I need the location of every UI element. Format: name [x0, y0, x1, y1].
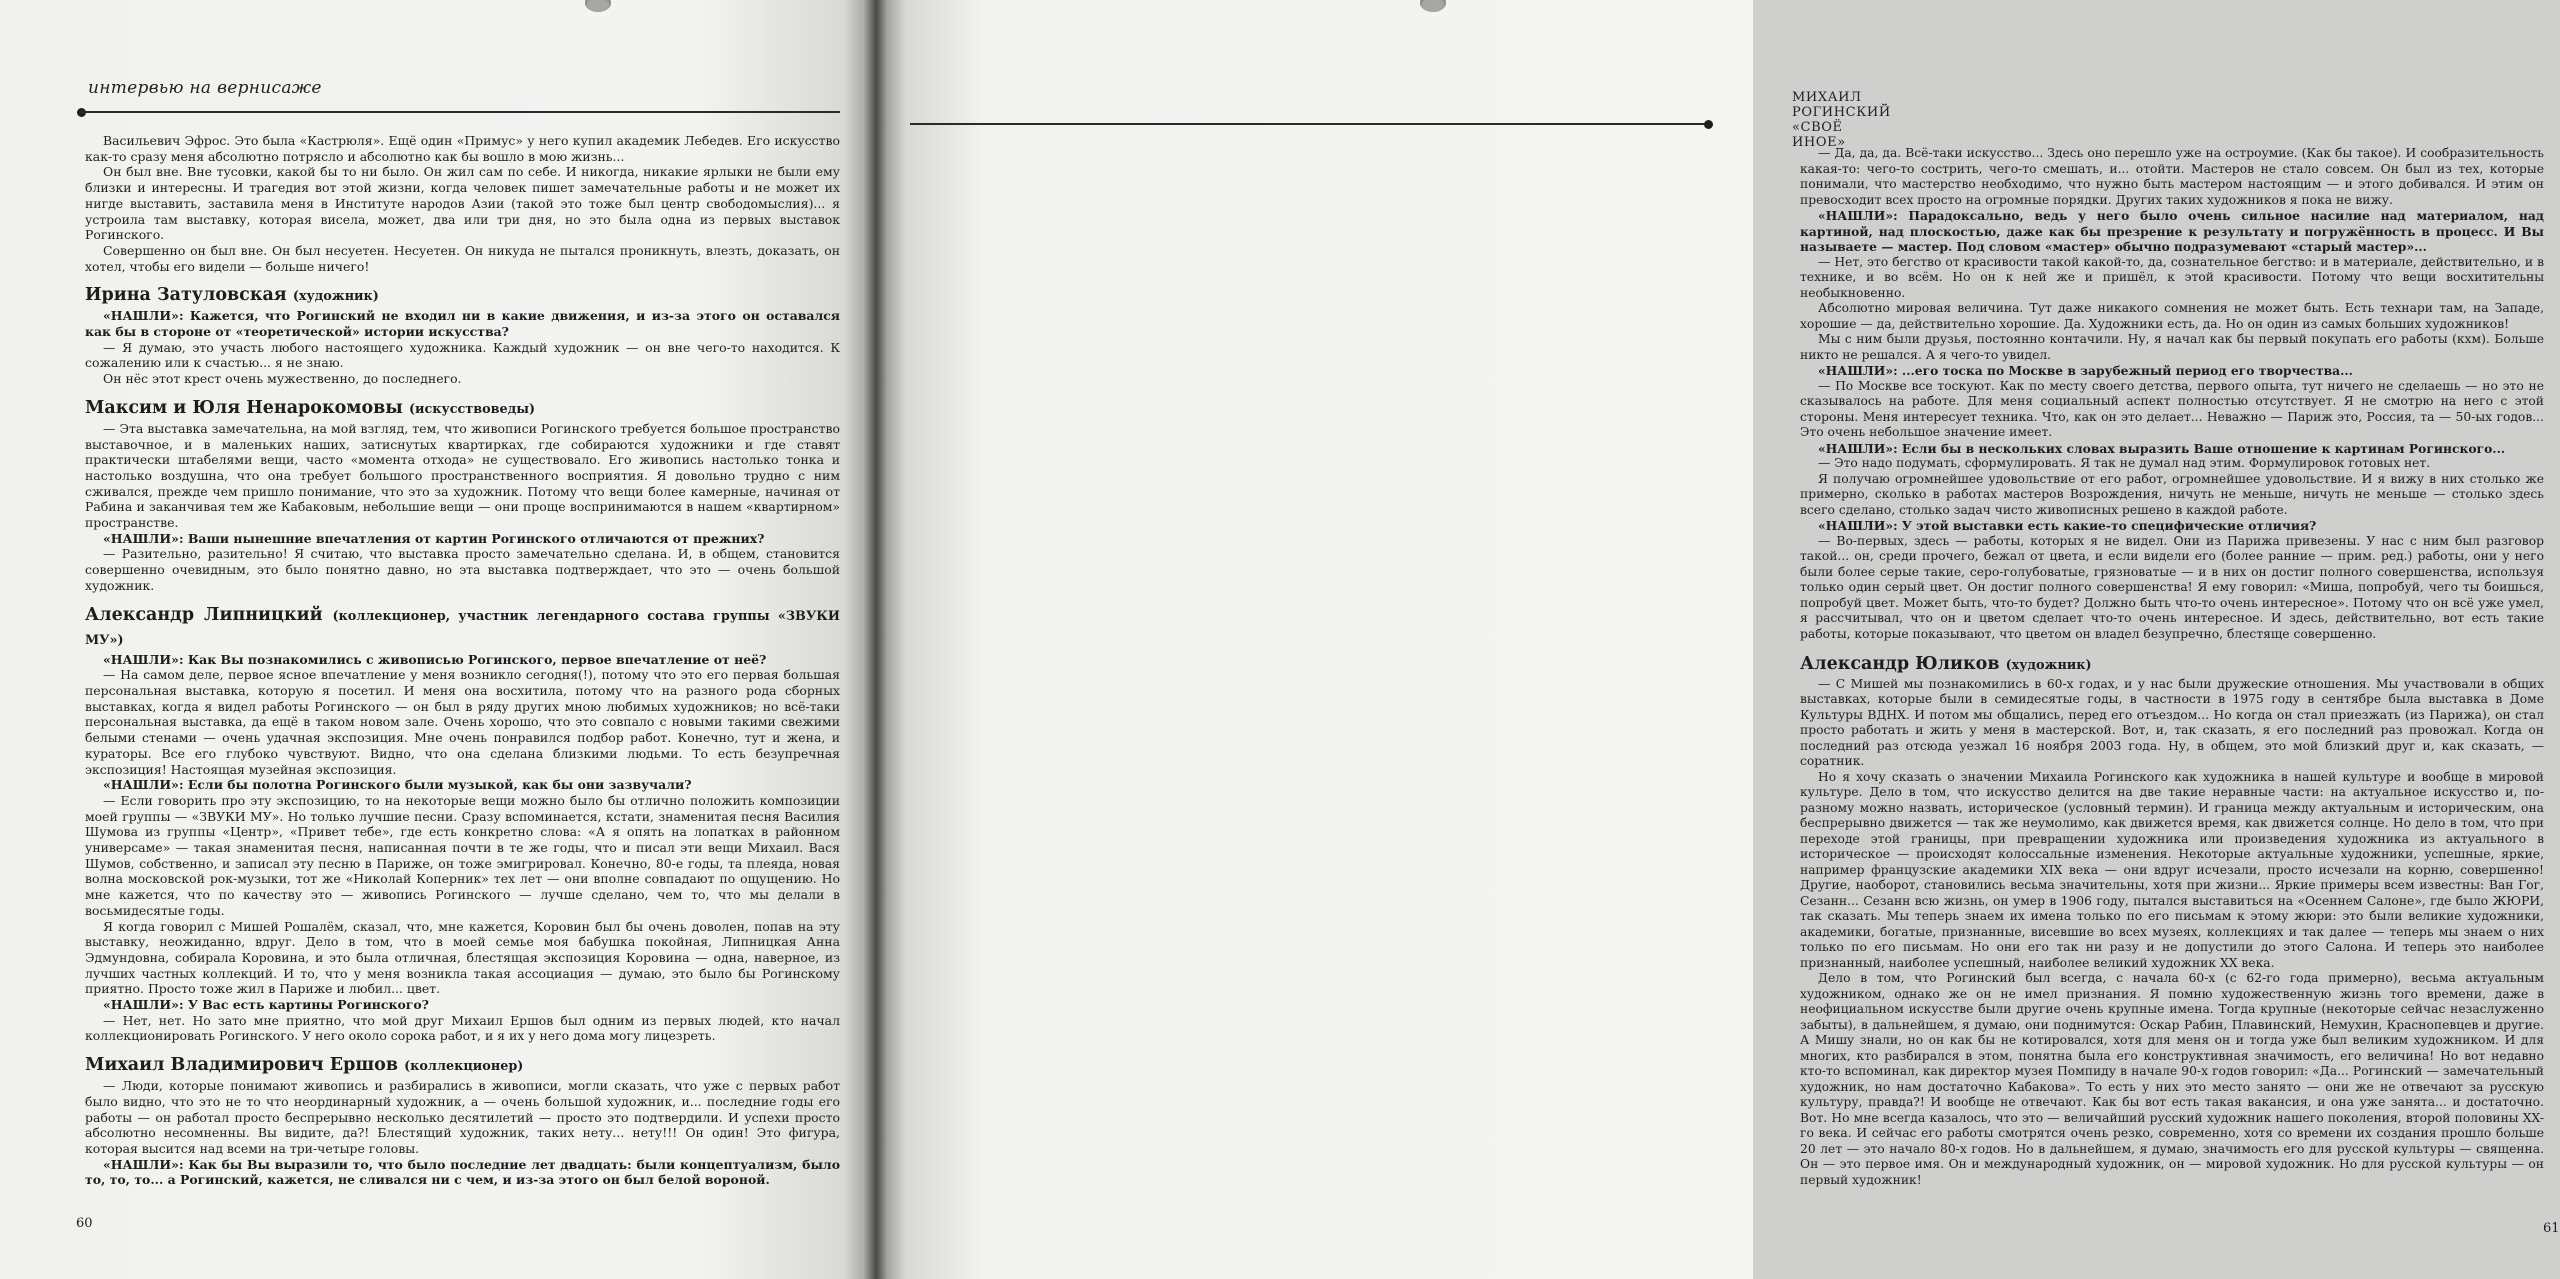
section-spacer [85, 387, 840, 397]
answer-paragraph: Но я хочу сказать о значении Михаила Рогинского как художника в нашей культуре и вообще в мировой культуре. Дело в том, что искусство делится на две такие неравные части: на актуальное искусство и, по-разному можно назвать, историческое (условный термин). И граница между актуальным и историческим, она беспрерывно движется — так же неумолимо, как движется время, как движется солнце. Но дело в том, что при переходе этой границы, при превращении художника или произведения художника из актуального в историческое — происходят колоссальные изменения. Некоторые актуальные художники, успешные, яркие, например французские академики XIX века — они вдруг исчезали, просто исчезали на корню, совершенно! Другие, наоборот, становились весьма значительны, хотя при жизни... Яркие примеры всем известны: Ван Гог, Сезанн... Сезанн всю жизнь, он умер в 1906 году, пытался выставиться на «Осеннем Салоне», где было ЖЮРИ, так сказать. Мы теперь знаем их имена только по его письмам к этому жюри: это были великие художники, академики, богатые, признанные, висевшие во всех музеях, коллекциях и так далее — теперь мы знаем о них только по его письмам. Но они его так ни разу и не допустили до этого Салона. И теперь это наиболее признанный, наиболее успешный, наиболее великий художник XX века. [1800, 769, 2544, 970]
section-spacer [85, 274, 840, 284]
header-rule [80, 111, 840, 113]
answer-paragraph: — На самом деле, первое ясное впечатление у меня возникло сегодня(!), потому что это его первая большая персональная выставка, которую я посетил. И меня она восхитила, потому что на разного рода сборных выставках, когда я видел работы Рогинского — он был в ряду других мною любимых художников; но всё-таки персональная выставка, да ещё в таком новом зале. Очень хорошо, что это совпало с новыми такими свежими белыми стенами — очень удачная экспозиция. Мне очень понравился подбор работ. Конечно, тут и жена, и кураторы. Все его глубоко чувствуют. Видно, что она сделана близкими людьми. То есть безупречная экспозиция! Настоящая музейная экспозиция. [85, 667, 840, 777]
answer-paragraph: Мы с ним были друзья, постоянно контачили. Ну, я начал как бы первый покупать его работы (кхм). Больше никто не решался. А я чего-то увидел. [1800, 332, 2544, 362]
interviewer-question: «НАШЛИ»: Кажется, что Рогинский не входил ни в какие движения, и из-за этого он оставался как бы в стороне от «теоретической» истории искусства? [85, 308, 840, 340]
answer-paragraph: Абсолютно мировая величина. Тут даже никакого сомнения не может быть. Есть технари там, на Западе, хорошие — да, действительно хорошие. Да. Художники есть, да. Но он один из самых больших художников! [1800, 301, 2544, 331]
book-gutter [862, 0, 888, 1279]
left-text-column [85, 133, 840, 1188]
speaker-heading [1800, 653, 2544, 677]
speaker-heading [85, 604, 840, 652]
answer-paragraph: — Это надо подумать, сформулировать. Я так не думал над этим. Формулировок готовых нет. [1818, 456, 2431, 471]
page-number-right: 61 [2543, 1221, 2560, 1236]
right-text-column [1800, 146, 2544, 1189]
answer-paragraph: — Эта выставка замечательна, на мой взгляд, тем, что живописи Рогинского требуется большое пространство выставочное, и в маленьких наших, затиснутых квартирках, где собираются художники и где ставят практически штабелями вещи, часто «момента отхода» не существовало. Его живопись настолько тонка и настолько воздушна, что она требует большого пространственного восприятия. Я довольно трудно с ним сживался, прежде чем пришло понимание, что это за художник. Потому что вещи более камерные, начиная от Рабина и заканчивая тем же Кабаковым, небольшие вещи — они проще воспринимаются в нашем «квартирном» пространстве. [85, 420, 840, 531]
section-spacer [85, 1044, 840, 1054]
speaker-name: Максим и Юля Ненарокомовы [85, 397, 403, 418]
speaker-name: Александр Липницкий [85, 604, 323, 625]
answer-paragraph: — Нет, это бегство от красивости такой какой-то, да, сознательное бегство: и в материале, действительно, и в технике, и во всём. Но он к ней же и пришёл, к этой красивости. Потому что вещи восхитительны необыкновенно. [1800, 254, 2544, 300]
interviewer-question: «НАШЛИ»: У Вас есть картины Рогинского? [103, 997, 429, 1013]
interviewer-question: «НАШЛИ»: Если бы полотна Рогинского были музыкой, как бы они зазвучали? [103, 777, 692, 793]
header-rule [910, 123, 1707, 125]
running-head-left: интервью на вернисаже [88, 78, 322, 98]
speaker-role: (коллекционер) [404, 1059, 524, 1075]
answer-paragraph: Совершенно он был вне. Он был несуетен. Несуетен. Он никуда не пытался проникнуть, влезть, доказать, он хотел, чтобы его видели — больше ничего! [85, 242, 840, 274]
speaker-role: (искусствоведы) [408, 401, 536, 417]
interviewer-question: «НАШЛИ»: Ваши нынешние впечатления от картин Рогинского отличаются от прежних? [103, 530, 765, 546]
section-spacer [1800, 643, 2544, 653]
answer-paragraph: Он нёс этот крест очень мужественно, до последнего. [103, 371, 462, 387]
interviewer-question: «НАШЛИ»: Как Вы познакомились с живописью Рогинского, первое впечатление от неё? [103, 651, 767, 667]
running-head-right: МИХАИЛ РОГИНСКИЙ «СВОЁ ИНОЕ» [1792, 90, 1891, 150]
interviewer-question: «НАШЛИ»: Если бы в нескольких словах выразить Ваше отношение к картинам Рогинского... [1818, 440, 2506, 456]
answer-paragraph: Дело в том, что Рогинский был всегда, с начала 60-х (с 62-го года примерно), весьма актуальным художником, однако же он не имел признания. Я помню художественную жизнь того времени, даже в неофициальном искусстве были другие очень крупные имена. Тогда крупные (некоторые сейчас незаслуженно забыты), в дальнейшем, я думаю, они поднимутся: Оскар Рабин, Плавинский, Немухин, Краснопевцев и другие. А Мишу знали, но он как бы не котировался, хотя для меня он и тогда уже был великим художником. И для многих, кто разбирался в этом, понятна была его конструктивная значимость, его величина! Но вот недавно кто-то вспоминал, как директор музея Помпиду в начале 90-х годов говорил: «Да... Рогинский — замечательный художник, но нам достаточно Кабакова». То есть у них это место занято — они же не отвечают за русскую культуру, правда?! И вообще не отвечают. Как бы вот есть такая вакансия, и она уже занята... и достаточно. Вот. Но мне всегда казалось, что это — величайший русский художник нашего поколения, второй половины XX-го века. И сейчас его работы смотрятся очень резко, современно, хотя со времени их создания прошло больше 20 лет — это начало 80-х годов. Но в дальнейшем, я думаю, значимость его для русской культуры — священна. Он — это первое имя. Он и международный художник, он — мировой художник. Но для русской культуры — он первый художник! [1800, 971, 2544, 1187]
answer-paragraph: — Люди, которые понимают живопись и разбирались в живописи, могли сказать, что уже с первых работ было видно, что это не то что неординарный художник, а — очень большой художник, и... последние годы его работы — он работал просто беспрерывно несколько десятилетий — просто это подтвердили. И успехи просто абсолютно несомненны. Вы видите, да?! Блестящий художник, таких нету... нету!!! Он один! Это фигура, которая высится над всеми на три-четыре головы. [85, 1078, 840, 1156]
interviewer-question: «НАШЛИ»: Парадоксально, ведь у него было очень сильное насилие над материалом, над картиной, над плоскостью, даже как бы презрение к результату и погружённость в процесс. И Вы называете — мастер. Под словом «мастер» обычно подразумевают «старый мастер»... [1800, 208, 2544, 255]
answer-paragraph: — Во-первых, здесь — работы, которых я не видел. Они из Парижа привезены. У нас с ним был разговор такой... он, среди прочего, бежал от цвета, и если видели его (более ранние — прим. ред.) работы, они у него были более серые такие, серо-голубоватые, грязноватые — и в них он достиг полного совершенства, используя только один серый цвет. Он достиг полного совершенства! Я ему говорил: «Миша, попробуй, чего ты боишься, попробуй цвет. Может быть, что-то будет? Должно быть что-то очень интересное». Потому что он всё уже умел, я рассчитывал, что он и цветом сделает что-то очень интересное. И здесь, действительно, вот есть такие работы, которые показывают, что цветом он владел безупречно, блестяще совершенно. [1800, 533, 2544, 641]
interviewer-question: «НАШЛИ»: Как бы Вы выразили то, что было последние лет двадцать: были концептуализм, было то, то, то... а Рогинский, кажется, не сливался ни с чем, и из-за этого он был белой вороной. [85, 1156, 840, 1188]
answer-paragraph: — Разительно, разительно! Я считаю, что выставка просто замечательно сделана. И, в общем, становится совершенно очевидным, это было понятно давно, но эта выставка подтверждает, что это — очень большой художник. [85, 546, 840, 593]
answer-paragraph: Васильевич Эфрос. Это была «Кастрюля». Ещё один «Примус» у него купил академик Лебедев. Его искусство как-то сразу меня абсолютно потрясло и абсолютно как бы вошло в мою жизнь... [85, 133, 840, 164]
speaker-role: (коллекционер, участник легендарного состава группы «ЗВУКИ МУ») [85, 608, 840, 648]
answer-paragraph: — По Москве все тоскуют. Как по месту своего детства, первого опыта, тут ничего не сделаешь — но это не сказывалось на работе. Для меня социальный аспект полностью отсутствует. Я не смотрю на него с этой стороны. Меня интересует техника. Что, как он это делает... Неважно — Париж это, Россия, та — 50-ых годов... Это очень небольшое значение имеет. [1800, 378, 2544, 440]
interviewer-question: «НАШЛИ»: У этой выставки есть какие-то специфические отличия? [1818, 518, 2317, 534]
answer-paragraph: Я когда говорил с Мишей Рошалём, сказал, что, мне кажется, Коровин был бы очень доволен, попав на эту выставку, неожиданно, вдруг. Дело в том, что в моей семье моя бабушка покойная, Липницкая Анна Эдмундовна, собирала Коровина, и это была отличная, блестящая экспозиция Коровина — одна, наверное, из лучших частных коллекций. И то, что у меня возникла такая ассоциация — думаю, это было бы Рогинскому приятно. Просто тоже жил в Париже и любил... цвет. [85, 918, 840, 997]
speaker-name: Михаил Владимирович Ершов [85, 1055, 398, 1076]
interviewer-question: «НАШЛИ»: ...его тоска по Москве в зарубежный период его творчества... [1818, 363, 2353, 379]
answer-paragraph: — Нет, нет. Но зато мне приятно, что мой друг Михаил Ершов был одним из первых людей, кто начал коллекционировать Рогинского. У него около сорока работ, и я их у него дома могу лицезреть. [85, 1012, 840, 1044]
rule-dot [1704, 120, 1713, 129]
speaker-heading [85, 284, 840, 308]
speaker-name: Ирина Затуловская [85, 285, 287, 306]
answer-paragraph: Я получаю огромнейшее удовольствие от его работ, огромнейшее удовольствие. И я вижу в них столько же примерно, сколько в работах мастеров Возрождения, ничуть не меньше, ничуть не меньше — столько здесь всего сделано, столько задач чисто живописных решено в каждой работе. [1800, 471, 2544, 517]
right-page [880, 0, 2560, 1279]
speaker-role: (художник) [292, 289, 379, 305]
section-spacer [85, 594, 840, 604]
speaker-heading [85, 1054, 840, 1078]
answer-paragraph: Он был вне. Вне тусовки, какой бы то ни было. Он жил сам по себе. И никогда, никакие ярлыки не были ему близки и интересны. И трагедия вот этой жизни, когда человек пишет замечательные работы и не может их нигде выставить, заставила меня в Институте народов Азии (такой это тоже был центр свободомыслия)... я устроила там выставку, которая висела, может, два или три дня, но это была одна из первых выставок Рогинского. [85, 164, 840, 243]
speaker-name: Александр Юликов [1800, 653, 2000, 674]
answer-paragraph: — С Мишей мы познакомились в 60-х годах, и у нас были дружеские отношения. Мы участвовали в общих выставках, которые были в семидесятые годы, в частности в 1975 году в сентябре была выставка в Доме Культуры ВДНХ. И потом мы общались, перед его отъездом... Но когда он стал приезжать (из Парижа), он стал просто работать и жить у меня в мастерской. Вот, и, так сказать, я его последний раз провожал. Когда он последний раз отсюда уезжал 16 ноября 2003 года. Ну, в общем, это мой близкий друг и, как сказать, — соратник. [1800, 676, 2544, 769]
staple-hole [1420, 0, 1446, 12]
answer-paragraph: — Если говорить про эту экспозицию, то на некоторые вещи можно было бы отлично положить композиции моей группы — «ЗВУКИ МУ». Но только лучшие песни. Сразу вспоминается, кстати, знаменитая песня Василия Шумова из группы «Центр», «Привет тебе», где есть конкретно слова: «А я опять на лопатках в районном универсаме» — такая знаменитая песня, написанная почти в те же годы, что и писал эти вещи Михаил. Вася Шумов, собственно, и записал эту песню в Париже, он тоже эмигрировал. Конечно, 80-е годы, та плеяда, новая волна московской рок-музыки, тот же «Николай Коперник» тех лет — они вполне совпадают по ощущению. Но мне кажется, что по качеству это — живопись Рогинского — лучше сделано, чем то, что мы делали в восьмидесятые годы. [85, 792, 840, 918]
answer-paragraph: — Да, да, да. Всё-таки искусство... Здесь оно перешло уже на остроумие. (Как бы такое). И сообразительность какая-то: чего-то сострить, чего-то смешать, и... отойти. Мастеров не стало совсем. Он был из тех, которые понимали, что мастерство необходимо, что нужно быть мастером настоящим — и этого добивался. И этим он превосходит всех просто на огромные порядки. Других таких художников я пока не вижу. [1800, 146, 2544, 207]
speaker-heading [85, 397, 840, 421]
answer-paragraph: — Я думаю, это участь любого настоящего художника. Каждый художник — он вне чего-то находится. К сожалению или к счастью... я не знаю. [85, 339, 840, 371]
staple-hole [585, 0, 611, 12]
speaker-role: (художник) [2005, 657, 2092, 673]
left-page [0, 0, 870, 1279]
page-number-left: 60 [76, 1216, 93, 1231]
